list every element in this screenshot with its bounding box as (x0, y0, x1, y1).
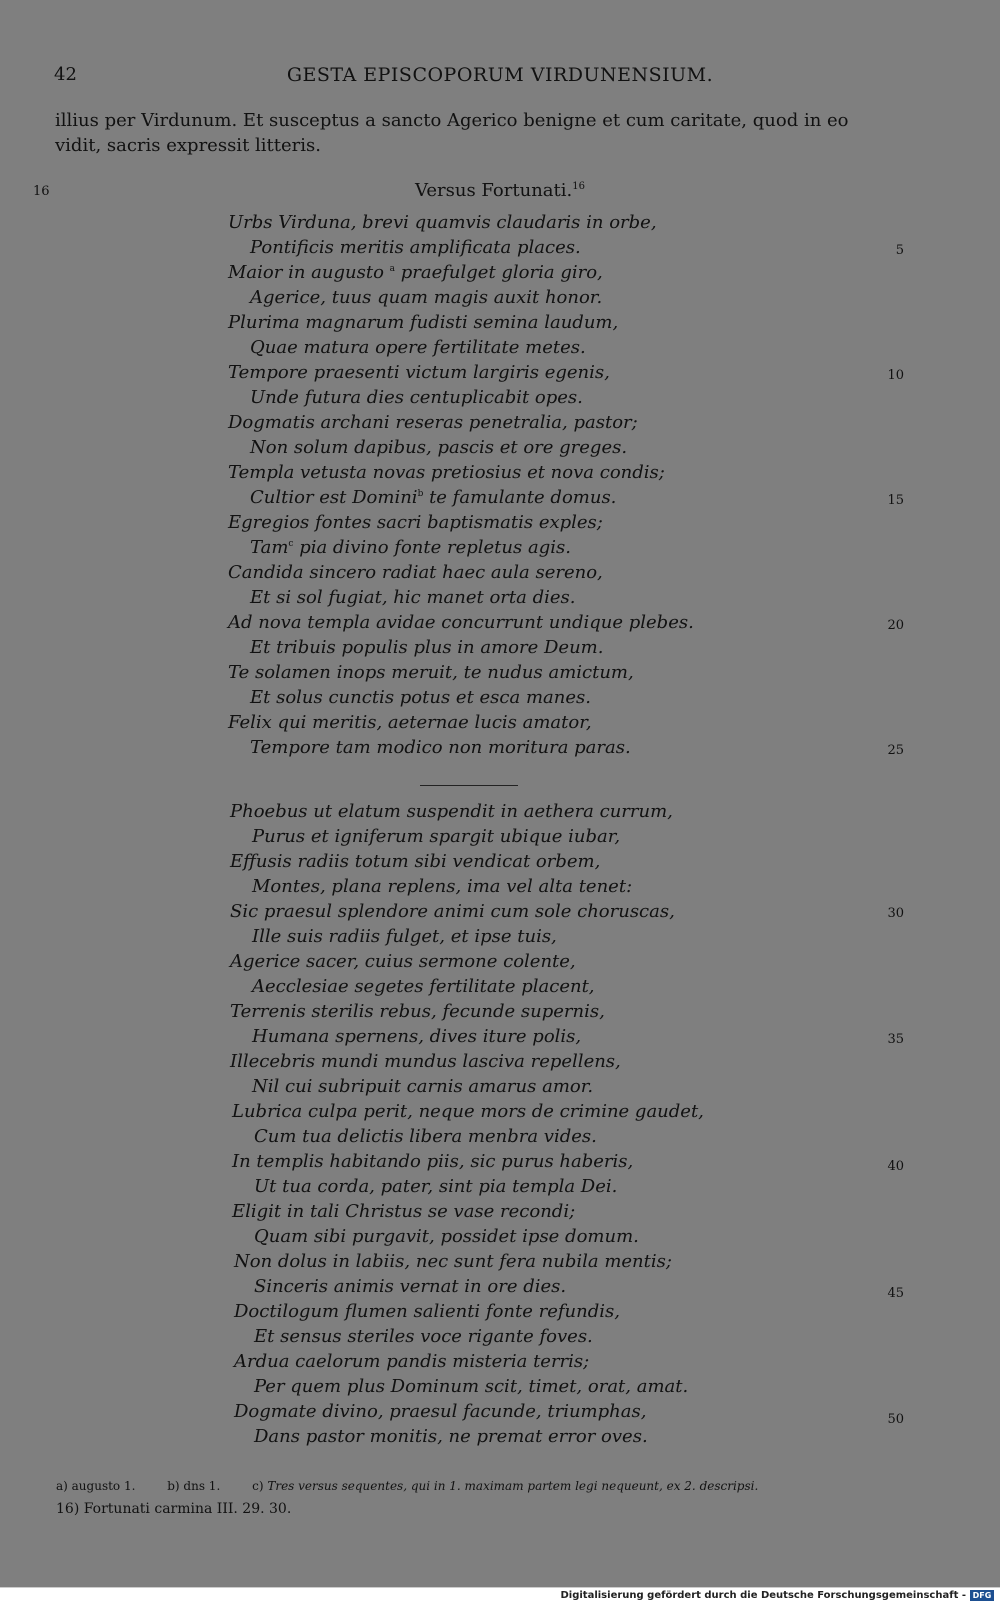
verse-line: Nil cui subripuit carnis amarus amor. (252, 1076, 594, 1097)
verse-line: Effusis radiis totum sibi vendicat orbem, (230, 851, 601, 872)
verse-line: Cum tua delictis libera menbra vides. (254, 1126, 597, 1147)
verse-text: te famulante domus. (429, 487, 617, 508)
line-number: 25 (887, 743, 904, 758)
verse-line: Urbs Virduna, brevi quamvis claudaris in orbe, (228, 212, 657, 233)
footnote-c-text: Tres versus sequentes, qui in 1. maximam partem legi nequeunt, ex 2. descripsi. (267, 1479, 759, 1493)
verse-line: Candida sincero radiat haec aula sereno, (228, 562, 603, 583)
prose-paragraph (55, 108, 875, 158)
heading-footnote-mark: 16 (572, 181, 585, 192)
verse-line: Dogmatis archani reseras penetralia, pastor; (228, 412, 638, 433)
verse-line: Egregios fontes sacri baptismatis exples; (228, 512, 603, 533)
verse-line: Sic praesul splendore animi cum sole choruscas, (230, 901, 675, 922)
verse-line: Agerice, tuus quam magis auxit honor. (250, 287, 603, 308)
verse-text: praefulget gloria giro, (400, 262, 603, 283)
verse-line: Ille suis radiis fulget, et ipse tuis, (252, 926, 557, 947)
margin-reference: 16 (33, 184, 50, 199)
footnote-mark: c (288, 539, 294, 549)
verse-text: pia divino fonte repletus agis. (299, 537, 571, 558)
verse-line: Ardua caelorum pandis misteria terris; (234, 1351, 590, 1372)
verse-line: Illecebris mundi mundus lasciva repellens, (230, 1051, 621, 1072)
verse-line: Pontificis meritis amplificata places. (250, 237, 581, 258)
footnote-mark: b (417, 489, 424, 499)
prose-line: illius per Virdunum. Et susceptus a sancto Agerico benigne et cum caritate, quod in eo (55, 110, 849, 131)
line-number: 15 (887, 493, 904, 508)
verse-line: Dogmate divino, praesul facunde, triumphas, (234, 1401, 647, 1422)
verse-line: Et tribuis populis plus in amore Deum. (250, 637, 604, 658)
verse-line: Doctilogum flumen salienti fonte refundis, (234, 1301, 620, 1322)
footnote-b: b) dns 1. (167, 1479, 221, 1493)
verse-line: Tempore praesenti victum largiris egenis, (228, 362, 610, 383)
footer-bar (0, 1587, 1000, 1602)
footnote-apparatus (56, 1479, 758, 1493)
verse-line: Plurima magnarum fudisti semina laudum, (228, 312, 619, 333)
line-number: 40 (887, 1159, 904, 1174)
verse-line (228, 262, 603, 283)
verse-line: Quae matura opere fertilitate metes. (250, 337, 586, 358)
verse-text: Cultior est Domini (250, 487, 418, 508)
verse-line: Ad nova templa avidae concurrunt undique plebes. (228, 612, 694, 633)
verse-line: Terrenis sterilis rebus, fecunde supernis, (230, 1001, 605, 1022)
footnote-a: a) augusto 1. (56, 1479, 136, 1493)
page-number: 42 (54, 64, 77, 85)
verse-line: Lubrica culpa perit, neque mors de crimine gaudet, (232, 1101, 704, 1122)
verse-line: Non solum dapibus, pascis et ore greges. (250, 437, 628, 458)
verse-line: Et sensus steriles voce rigante foves. (254, 1326, 593, 1347)
verse-line: Unde futura dies centuplicabit opes. (250, 387, 583, 408)
section-divider (420, 785, 518, 786)
verse-line: Eligit in tali Christus se vase recondi; (232, 1201, 576, 1222)
verse-text: Maior in augusto (228, 262, 384, 283)
verse-text: Tam (250, 537, 289, 558)
verse-line: Ut tua corda, pater, sint pia templa Dei. (254, 1176, 618, 1197)
running-title: GESTA EPISCOPORUM VIRDUNENSIUM. (286, 64, 714, 86)
verse-line: Montes, plana replens, ima vel alta tenet: (252, 876, 633, 897)
line-number: 35 (887, 1032, 904, 1047)
verse-line: Humana spernens, dives iture polis, (252, 1026, 582, 1047)
footnote-source: 16) Fortunati carmina III. 29. 30. (56, 1501, 292, 1517)
prose-line: vidit, sacris expressit litteris. (55, 135, 321, 156)
line-number: 5 (895, 243, 904, 258)
verse-line: Dans pastor monitis, ne premat error oves. (254, 1426, 648, 1447)
line-number: 30 (887, 906, 904, 921)
footer-credit: Digitalisierung gefördert durch die Deutsche Forschungsgemeinschaft - (560, 1590, 966, 1601)
line-number: 50 (887, 1412, 904, 1427)
heading-text: Versus Fortunati. (415, 180, 573, 201)
poem-heading (0, 180, 1000, 201)
verse-line: Per quem plus Dominum scit, timet, orat, amat. (254, 1376, 689, 1397)
footnote-c-label: c) (252, 1479, 264, 1493)
verse-line (250, 487, 616, 508)
verse-line: Agerice sacer, cuius sermone colente, (230, 951, 576, 972)
verse-line: Non dolus in labiis, nec sunt fera nubila mentis; (234, 1251, 672, 1272)
verse-line: Templa vetusta novas pretiosius et nova condis; (228, 462, 665, 483)
verse-line: Et solus cunctis potus et esca manes. (250, 687, 591, 708)
verse-line: Te solamen inops meruit, te nudus amictum, (228, 662, 634, 683)
footnote-mark: a (389, 264, 396, 274)
verse-line: Quam sibi purgavit, possidet ipse domum. (254, 1226, 639, 1247)
verse-line: Purus et igniferum spargit ubique iubar, (252, 826, 621, 847)
verse-line: Phoebus ut elatum suspendit in aethera currum, (230, 801, 673, 822)
line-number: 45 (887, 1286, 904, 1301)
verse-line: Tempore tam modico non moritura paras. (250, 737, 631, 758)
verse-line: Aecclesiae segetes fertilitate placent, (252, 976, 595, 997)
line-number: 20 (887, 618, 904, 633)
verse-line: Felix qui meritis, aeternae lucis amator, (228, 712, 592, 733)
dfg-logo: DFG (970, 1590, 994, 1601)
verse-line: In templis habitando piis, sic purus haberis, (232, 1151, 634, 1172)
verse-line (250, 537, 571, 558)
verse-line: Sinceris animis vernat in ore dies. (254, 1276, 567, 1297)
verse-line: Et si sol fugiat, hic manet orta dies. (250, 587, 576, 608)
line-number: 10 (887, 368, 904, 383)
